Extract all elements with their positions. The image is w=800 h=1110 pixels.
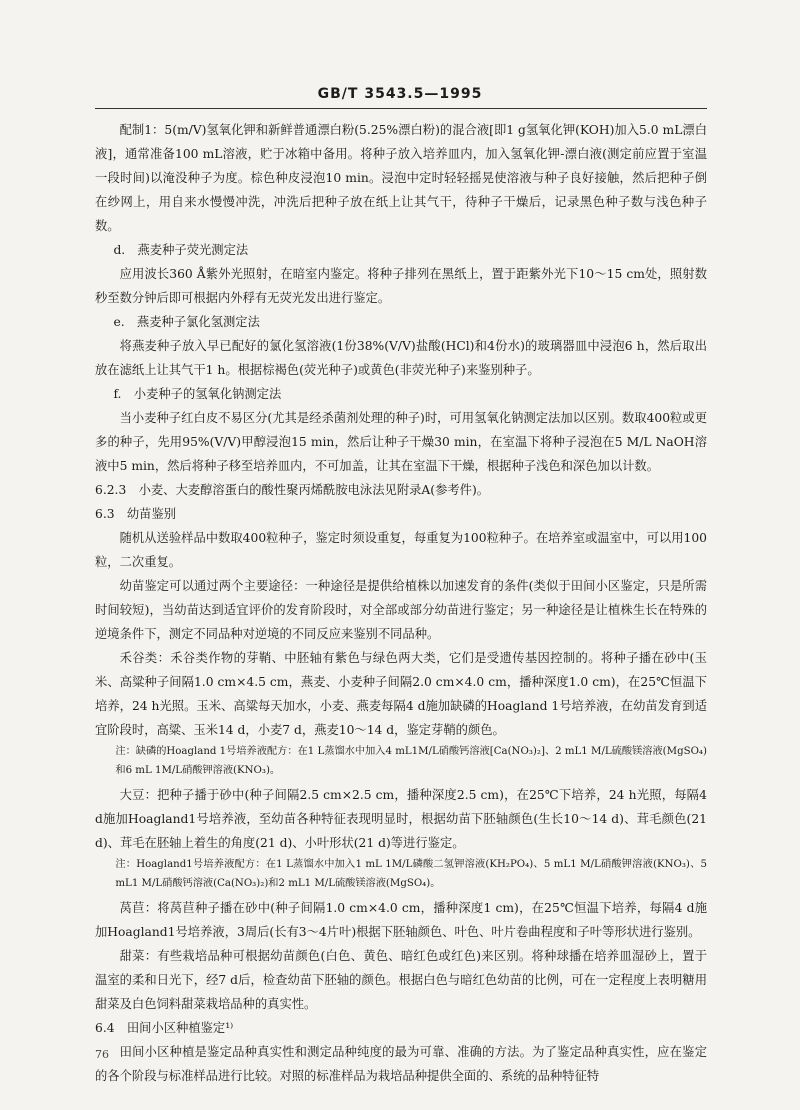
seedling-sampling-paragraph: 随机从送验样品中数取400粒种子，鉴定时须设重复，每重复为100粒种子。在培养室或温室中，可以用100粒，二次重复。 [95, 531, 707, 569]
hoagland-formula-note: 注：Hoagland1号培养液配方：在1 L蒸馏水中加入1 mL 1M/L磷酸二氢钾溶液(KH₂PO₄)、5 mL1 M/L硝酸钾溶液(KNO₃)、5 mL1 M/L硝酸钙溶液(Ca(NO₃)₂)和2 mL1 M/L硫酸镁溶液(MgSO₄)。 [115, 859, 707, 889]
wheat-naoh-heading: f. 小麦种子的氢氧化钠测定法 [113, 387, 282, 401]
field-plot-paragraph: 田间小区种植是鉴定品种真实性和测定品种纯度的最为可靠、准确的方法。为了鉴定品种真实性，应在鉴定的各个阶段与标准样品进行比较。对照的标准样品为栽培品种提供全面的、系统的品种特征特 [95, 1045, 707, 1083]
cereals-paragraph: 禾谷类：禾谷类作物的芽鞘、中胚轴有紫色与绿色两大类，它们是受遗传基因控制的。将种子播在砂中(玉米、高粱种子间隔1.0 cm×4.5 cm，燕麦、小麦种子间隔2.0 cm×4.0 cm，播种深度1.0 cm)，在25℃恒温下培养，24 h光照。玉米、高粱每天加水，小麦、燕麦每隔4 d施加缺磷的Hoagland 1号培养液，在幼苗发育到适宜阶段时，高粱、玉米14 d，小麦7 d，燕麦10～14 d，鉴定芽鞘的颜色。 [95, 651, 707, 737]
seedling-methods-paragraph: 幼苗鉴定可以通过两个主要途径：一种途径是提供给植株以加速发育的条件(类似于田间小区鉴定，只是所需时间较短)，当幼苗达到适宜评价的发育阶段时，对全部或部分幼苗进行鉴定；另一种途径是让植株生长在特殊的逆境条件下，测定不同品种对逆境的不同反应来鉴别不同品种。 [95, 579, 707, 641]
standard-number-header: GB/T 3543.5—1995 [317, 86, 483, 102]
header-rule [95, 108, 707, 109]
section-6-4-heading: 6.4 田间小区种植鉴定¹⁾ [95, 1021, 234, 1035]
oat-hcl-paragraph: 将燕麦种子放入早已配好的氯化氢溶液(1份38%(V/V)盐酸(HCl)和4份水)的玻璃器皿中浸泡6 h，然后取出放在滤纸上让其气干1 h。根据棕褐色(荧光种子)或黄色(非荧光种子)来鉴别种子。 [95, 339, 707, 377]
oat-hcl-heading: e. 燕麦种子氯化氢测定法 [113, 315, 260, 329]
section-6-3-heading: 6.3 幼苗鉴别 [95, 507, 177, 521]
wheat-naoh-paragraph: 当小麦种子红白皮不易区分(尤其是经杀菌剂处理的种子)时，可用氢氧化钠测定法加以区别。数取400粒或更多的种子，先用95%(V/V)甲醇浸泡15 min，然后让种子干燥30 min，在室温下将种子浸泡在5 M/L NaOH溶液中5 min，然后将种子移至培养皿内，不可加盖，让其在室温下干燥，根据种子浅色和深色加以计数。 [95, 411, 707, 473]
oat-fluorescence-heading: d. 燕麦种子荧光测定法 [113, 243, 249, 257]
soybean-paragraph: 大豆：把种子播于砂中(种子间隔2.5 cm×2.5 cm，播种深度2.5 cm)，在25℃下培养，24 h光照，每隔4 d施加Hoagland1号培养液，至幼苗各种特征表现明显时，根据幼苗下胚轴颜色(生长10～14 d)、茸毛颜色(21 d)、茸毛在胚轴上着生的角度(21 d)、小叶形状(21 d)等进行鉴定。 [95, 788, 707, 850]
oat-fluorescence-paragraph: 应用波长360 Å紫外光照射，在暗室内鉴定。将种子排列在黑纸上，置于距紫外光下10～15 cm处，照射数秒至数分钟后即可根据内外稃有无荧光发出进行鉴定。 [95, 267, 707, 305]
document-body [95, 118, 707, 1088]
lettuce-paragraph: 莴苣：将莴苣种子播在砂中(种子间隔1.0 cm×4.0 cm，播种深度1 cm)，在25℃恒温下培养，每隔4 d施加Hoagland1号培养液，3周后(长有3～4片叶)根据下胚轴颜色、叶色、叶片卷曲程度和子叶等形状进行鉴别。 [95, 901, 707, 939]
koh-method-paragraph: 配制1：5(m/V)氢氧化钾和新鲜普通漂白粉(5.25%漂白粉)的混合液[即1 g氢氧化钾(KOH)加入5.0 mL漂白液]，通常准备100 mL溶液，贮于冰箱中备用。将种子放入培养皿内，加入氢氧化钾-漂白液(测定前应置于室温一段时间)以淹没种子为度。棕色种皮浸泡10 min。浸泡中定时轻轻摇晃使溶液与种子良好接触，然后把种子倒在纱网上，用自来水慢慢冲洗，冲洗后把种子放在纸上让其气干，待种子干燥后，记录黑色种子数与浅色种子数。 [95, 123, 707, 233]
hoagland-p-deficient-note: 注：缺磷的Hoagland 1号培养液配方：在1 L蒸馏水中加入4 mL1M/L硝酸钙溶液[Ca(NO₃)₂]、2 mL1 M/L硫酸镁溶液(MgSO₄)和6 mL 1M/L硝酸钾溶液(KNO₃)。 [115, 746, 707, 776]
page-number: 76 [95, 1048, 109, 1061]
beet-paragraph: 甜菜：有些栽培品种可根据幼苗颜色(白色、黄色、暗红色或红色)来区别。将种球播在培养皿湿砂上，置于温室的柔和日光下，经7 d后，检查幼苗下胚轴的颜色。根据白色与暗红色幼苗的比例，可在一定程度上表明糖用甜菜及白色饲料甜菜栽培品种的真实性。 [95, 949, 707, 1011]
section-6-2-3: 6.2.3 小麦、大麦醇溶蛋白的酸性聚丙烯酰胺电泳法见附录A(参考件)。 [95, 483, 490, 497]
